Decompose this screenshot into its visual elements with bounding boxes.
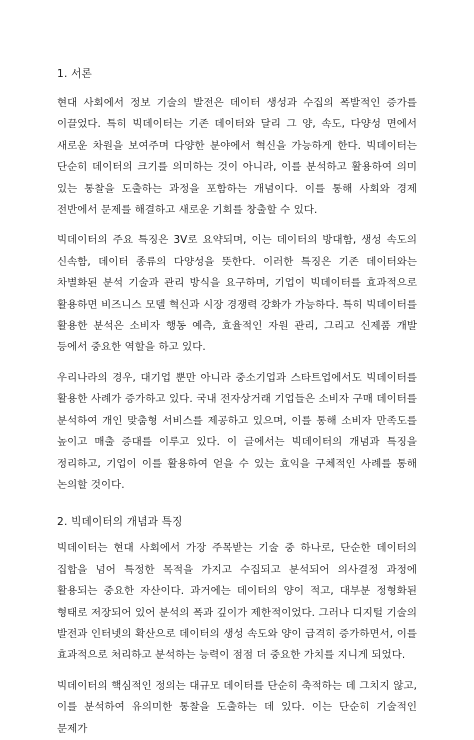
- paragraph: 빅데이터의 핵심적인 정의는 대규모 데이터를 단순히 축적하는 데 그치지 않고, 이를 분석하여 유의미한 통찰을 도출하는 데 있다. 이는 단순히 기술적인 문제가: [57, 679, 417, 735]
- paragraph: 우리나라의 경우, 대기업 뿐만 아니라 중소기업과 스타트업에서도 빅데이터를 활용한 사례가 증가하고 있다. 국내 전자상거래 기업들은 소비자 구매 데이터를 분석하여 개인 맞춤형 서비스를 제공하고 있으며, 이를 통해 소비자 만족도를 높이고 매출 증대를 이루고 있다. 이 글에서는 빅데이터의 개념과 특징을 정리하고, 기업이 이를 활용하여 얻을 수 있는 효익을 구체적인 사례를 통해 논의할 것이다.: [57, 371, 417, 491]
- paragraph: 현대 사회에서 정보 기술의 발전은 데이터 생성과 수집의 폭발적인 증가를 이끌었다. 특히 빅데이터는 기존 데이터와 달리 그 양, 속도, 다양성 면에서 새로운 차원을 보여주며 다양한 분야에서 혁신을 가능하게 한다. 빅데이터는 단순히 데이터의 크기를 의미하는 것이 아니라, 이를 분석하고 활용하여 의미 있는 통찰을 도출하는 과정을 포함하는 개념이다. 이를 통해 사회와 경제 전반에서 문제를 해결하고 새로운 기회를 창출할 수 있다.: [57, 97, 417, 217]
- section-heading-concept: 2. 빅데이터의 개념과 특징: [57, 516, 183, 529]
- paragraph: 빅데이터는 현대 사회에서 가장 주목받는 기술 중 하나로, 단순한 데이터의 집합을 넘어 특정한 목적을 가지고 수집되고 분석되어 의사결정 과정에 활용되는 중요한 자산이다. 과거에는 데이터의 양이 적고, 대부분 정형화된 형태로 저장되어 있어 분석의 폭과 깊이가 제한적이었다. 그러나 디지털 기술의 발전과 인터넷의 확산으로 데이터의 생성 속도와 양이 급격히 증가하면서, 이를 효과적으로 처리하고 분석하는 능력이 점점 더 중요한 가치를 지니게 되었다.: [57, 542, 417, 662]
- section-heading-introduction: 1. 서론: [57, 68, 92, 80]
- paragraph: 빅데이터의 주요 특징은 3V로 요약되며, 이는 데이터의 방대함, 생성 속도의 신속함, 데이터 종류의 다양성을 뜻한다. 이러한 특징은 기존 데이터와는 차별화된 분석 기술과 관리 방식을 요구하며, 기업이 빅데이터를 효과적으로 활용하면 비즈니스 모델 혁신과 시장 경쟁력 강화가 가능하다. 특히 빅데이터를 활용한 분석은 소비자 행동 예측, 효율적인 자원 관리, 그리고 신제품 개발 등에서 중요한 역할을 하고 있다.: [57, 234, 417, 354]
